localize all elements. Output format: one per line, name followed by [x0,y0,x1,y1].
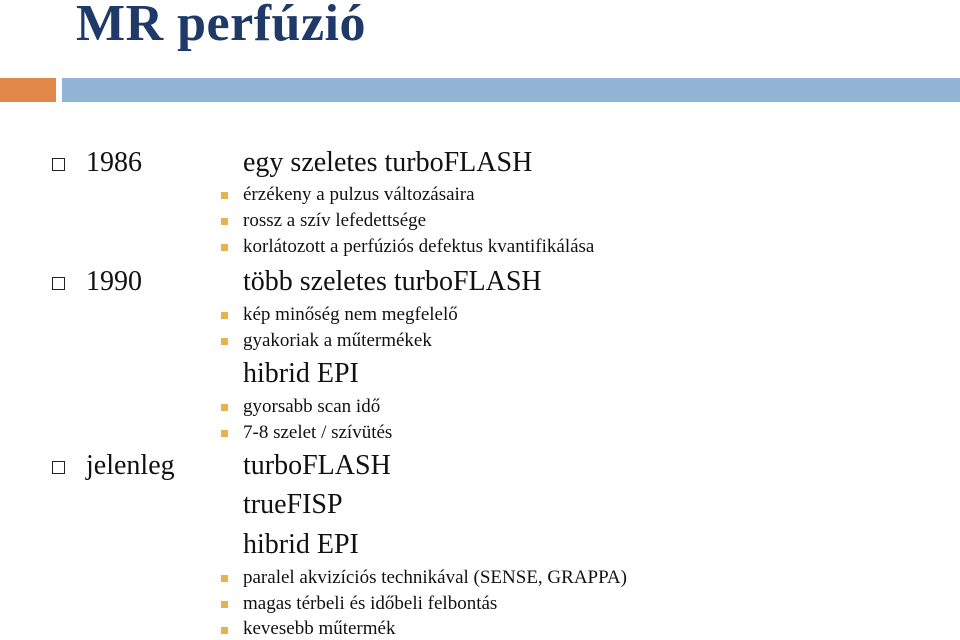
bullet-icon [221,338,228,345]
bullet-icon [221,575,228,582]
section-year: 1986 [86,147,142,178]
group-heading: hibrid EPI [243,358,359,389]
bullet-icon [221,218,228,225]
section-year: 1990 [86,266,142,297]
group-heading: több szeletes turboFLASH [243,266,542,297]
bullet-icon [221,312,228,319]
slide-title: MR perfúzió [76,0,366,52]
group-heading: hibrid EPI [243,529,359,560]
list-item: kép minőség nem megfelelő [243,304,458,325]
list-item: gyakoriak a műtermékek [243,330,432,351]
group-heading: trueFISP [243,489,343,520]
bullet-icon [221,244,228,251]
list-item: magas térbeli és időbeli felbontás [243,593,498,614]
list-item: paralel akvizíciós technikával (SENSE, GRAPPA) [243,567,627,588]
group-heading: egy szeletes turboFLASH [243,147,533,178]
list-item: korlátozott a perfúziós defektus kvantifikálása [243,236,595,257]
section-year: jelenleg [86,450,175,481]
bullet-icon [221,601,228,608]
bullet-icon [221,627,228,634]
accent-bar-orange [0,78,56,102]
list-item: 7-8 szelet / szívütés [243,422,393,443]
bullet-icon [221,192,228,199]
square-bullet-icon [52,158,65,171]
list-item: érzékeny a pulzus változásaira [243,184,475,205]
list-item: kevesebb műtermék [243,618,396,639]
group-heading: turboFLASH [243,450,391,481]
square-bullet-icon [52,277,65,290]
bullet-icon [221,430,228,437]
list-item: rossz a szív lefedettsége [243,210,427,231]
bullet-icon [221,404,228,411]
list-item: gyorsabb scan idő [243,396,381,417]
square-bullet-icon [52,461,65,474]
accent-bar-blue [62,78,960,102]
